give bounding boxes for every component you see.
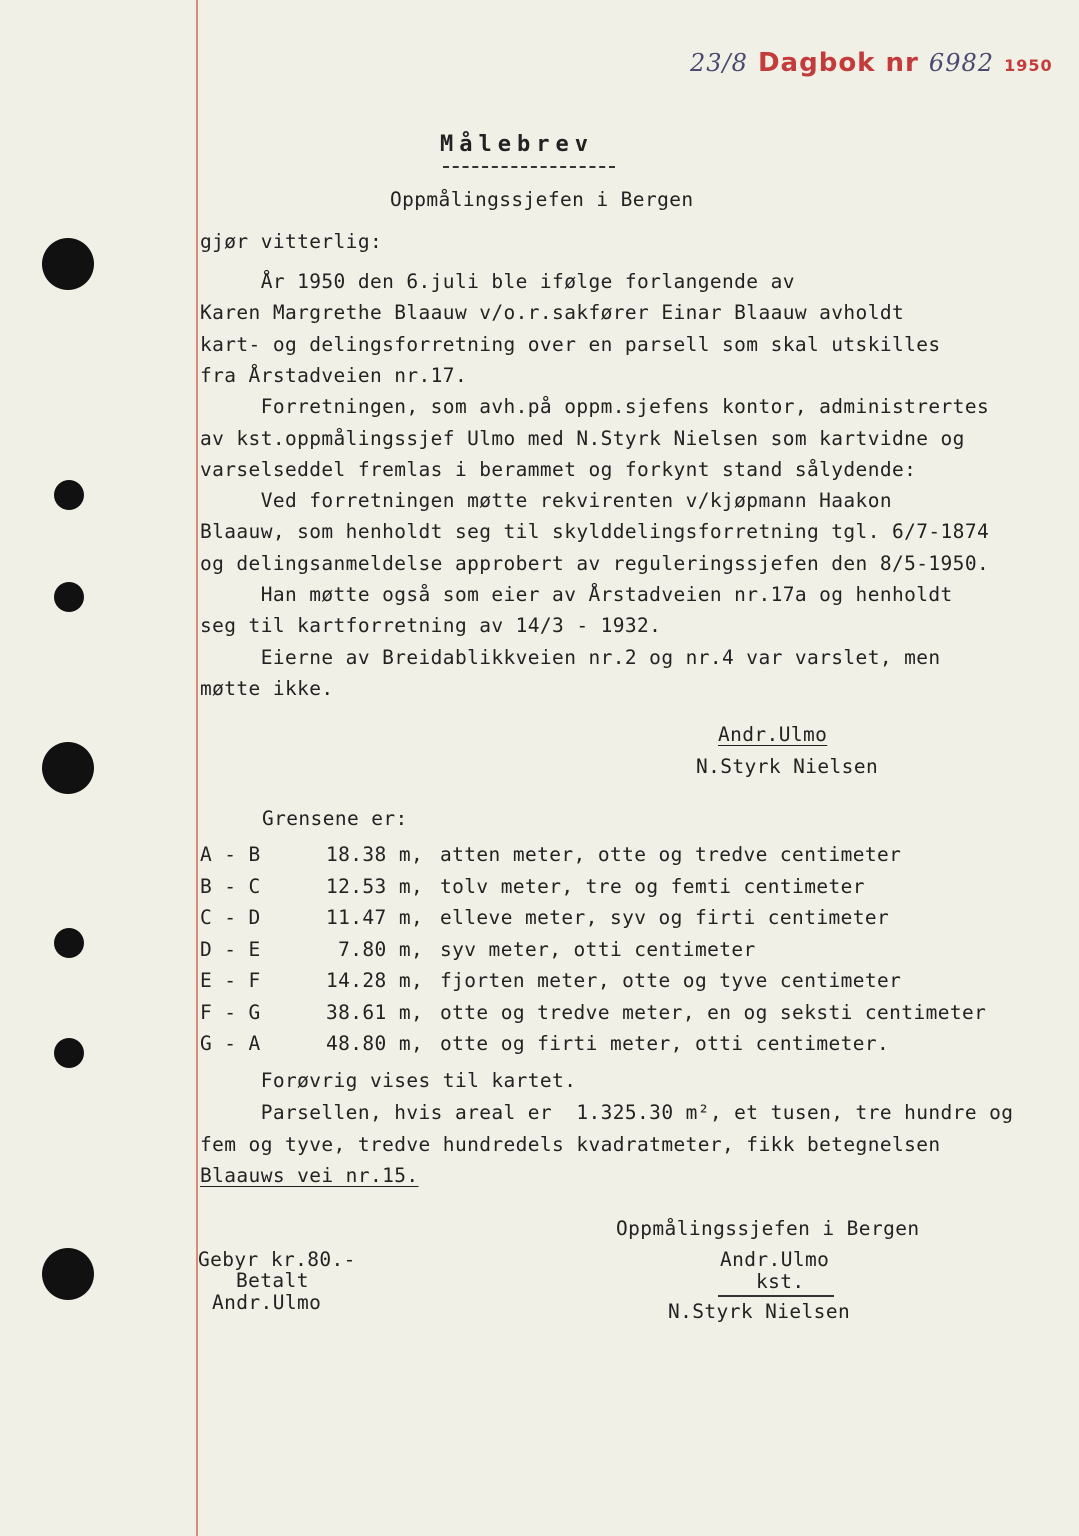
boundary-length: 7.80 m,: [326, 937, 424, 961]
fee-line-2: Betalt: [236, 1269, 309, 1292]
punch-hole: [42, 742, 94, 794]
paragraph-2-line: Blaauws vei nr.15.: [200, 1164, 419, 1187]
dagbok-stamp: [690, 48, 1053, 78]
boundary-segment: A - B: [200, 843, 261, 866]
punch-hole: [42, 238, 94, 290]
paragraph-2-line: fem og tyve, tredve hundredels kvadratmeter, fikk betegnelsen: [200, 1133, 941, 1156]
issuer: Oppmålingssjefen i Bergen: [390, 188, 694, 211]
paragraph-1-line: Ved forretningen møtte rekvirenten v/kjøpmann Haakon: [200, 489, 892, 513]
punch-hole: [54, 480, 84, 510]
stamp-date: 23/8: [690, 49, 748, 77]
opening: gjør vitterlig:: [200, 230, 383, 253]
boundary-text: fjorten meter, otte og tyve centimeter: [440, 969, 902, 992]
closing-title: kst.: [756, 1270, 805, 1293]
signature-name-1: Andr.Ulmo: [718, 723, 828, 746]
margin-line: [196, 0, 198, 1536]
boundaries-heading: Grensene er:: [262, 807, 408, 830]
boundary-length: 38.61 m,: [326, 1000, 424, 1024]
paragraph-1-line: og delingsanmeldelse approbert av reguleringssjefen den 8/5-1950.: [200, 551, 990, 575]
paragraph-1-line: kart- og delingsforretning over en parsell som skal utskilles: [200, 332, 941, 356]
paragraph-1-line: seg til kartforretning av 14/3 - 1932.: [200, 614, 662, 638]
punch-hole: [54, 928, 84, 958]
paragraph-1-line: møtte ikke.: [200, 676, 334, 700]
boundary-length: 14.28 m,: [326, 969, 424, 992]
boundary-text: otte og firti meter, otti centimeter.: [440, 1032, 890, 1055]
signature-rule: [718, 1295, 834, 1297]
paragraph-1-line: Han møtte også som eier av Årstadveien nr.17a og henholdt: [200, 583, 953, 606]
closing-issuer: Oppmålingssjefen i Bergen: [616, 1217, 920, 1240]
stamp-year: 1950: [1004, 56, 1053, 75]
boundary-length: 18.38 m,: [326, 843, 424, 866]
boundary-length: 11.47 m,: [326, 906, 424, 929]
closing-name-2: N.Styrk Nielsen: [668, 1300, 851, 1323]
boundary-segment: C - D: [200, 906, 261, 929]
boundary-length: 12.53 m,: [326, 874, 424, 898]
punch-hole: [42, 1248, 94, 1300]
boundary-segment: B - C: [200, 874, 261, 898]
boundary-segment: F - G: [200, 1000, 261, 1024]
paragraph-1-line: av kst.oppmålingssjef Ulmo med N.Styrk Nielsen som kartvidne og: [200, 426, 965, 450]
paragraph-1-line: fra Årstadveien nr.17.: [200, 363, 468, 387]
fee-line-1: Gebyr kr.80.-: [198, 1248, 356, 1271]
paragraph-2-line: Parsellen, hvis areal er 1.325.30 m², et tusen, tre hundre og: [200, 1101, 1014, 1124]
boundary-length: 48.80 m,: [326, 1032, 424, 1055]
punch-hole: [54, 582, 84, 612]
stamp-number: 6982: [928, 49, 994, 77]
boundary-segment: G - A: [200, 1032, 261, 1055]
boundary-text: tolv meter, tre og femti centimeter: [440, 874, 865, 898]
stamp-label: Dagbok nr: [757, 48, 919, 78]
boundary-segment: D - E: [200, 937, 261, 961]
title-underline: [443, 166, 615, 168]
signature-name-2: N.Styrk Nielsen: [696, 755, 879, 778]
paragraph-1-line: Eierne av Breidablikkveien nr.2 og nr.4 var varslet, men: [200, 645, 941, 669]
boundary-segment: E - F: [200, 969, 261, 992]
paragraph-1-line: varselseddel fremlas i berammet og forkynt stand sålydende:: [200, 457, 917, 481]
paragraph-1-line: Blaauw, som henholdt seg til skylddelingsforretning tgl. 6/7-1874: [200, 520, 990, 544]
fee-line-3: Andr.Ulmo: [212, 1291, 322, 1314]
boundary-text: syv meter, otti centimeter: [440, 937, 756, 961]
boundary-text: elleve meter, syv og firti centimeter: [440, 906, 890, 929]
paragraph-1-line: Forretningen, som avh.på oppm.sjefens kontor, administrertes: [200, 395, 990, 419]
closing-name-1: Andr.Ulmo: [720, 1248, 830, 1271]
paragraph-1-line: Karen Margrethe Blaauw v/o.r.sakfører Einar Blaauw avholdt: [200, 301, 905, 325]
boundary-text: otte og tredve meter, en og seksti centimeter: [440, 1000, 987, 1024]
paragraph-2-line: Forøvrig vises til kartet.: [200, 1069, 577, 1092]
punch-hole: [54, 1038, 84, 1068]
paragraph-1-line: År 1950 den 6.juli ble ifølge forlangende av: [200, 270, 795, 293]
boundary-text: atten meter, otte og tredve centimeter: [440, 843, 902, 866]
document-title: Målebrev: [440, 132, 594, 157]
